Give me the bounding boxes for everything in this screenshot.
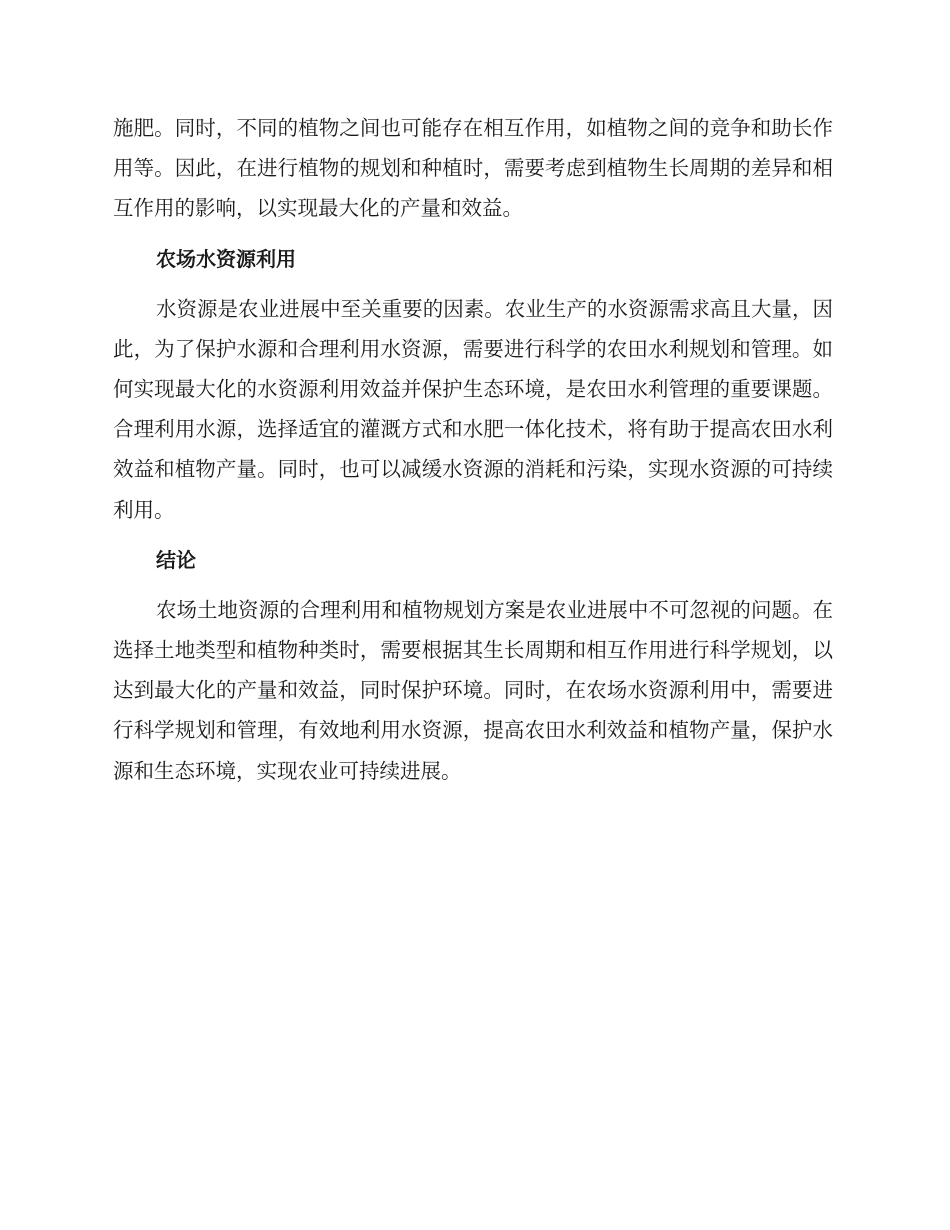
paragraph-continued: 施肥。同时，不同的植物之间也可能存在相互作用，如植物之间的竞争和助长作用等。因此，在进行植物的规划和种植时，需要考虑到植物生长周期的差异和相互作用的影响，以实现最大化的产量和效益。 [113,116,833,221]
paragraph-water-resources: 水资源是农业进展中至关重要的因素。农业生产的水资源需求高且大量，因此，为了保护水源和合理利用水资源，需要进行科学的农田水利规划和管理。如何实现最大化的水资源利用效益并保护生态环境，是农田水利管理的重要课题。合理利用水源，选择适宜的灌溉方式和水肥一体化技术，将有助于提高农田水利效益和植物产量。同时，也可以减缓水资源的消耗和污染，实现水资源的可持续利用。 [113,296,833,522]
paragraph-conclusion: 农场土地资源的合理利用和植物规划方案是农业进展中不可忽视的问题。在选择土地类型和植物种类时，需要根据其生长周期和相互作用进行科学规划，以达到最大化的产量和效益，同时保护环境。同时，在农场水资源利用中，需要进行科学规划和管理，有效地利用水资源，提高农田水利效益和植物产量，保护水源和生态环境，实现农业可持续进展。 [113,597,833,783]
section-heading-conclusion: 结论 [156,547,196,572]
document-page [113,108,833,791]
section-heading-water-resources: 农场水资源利用 [156,246,296,271]
